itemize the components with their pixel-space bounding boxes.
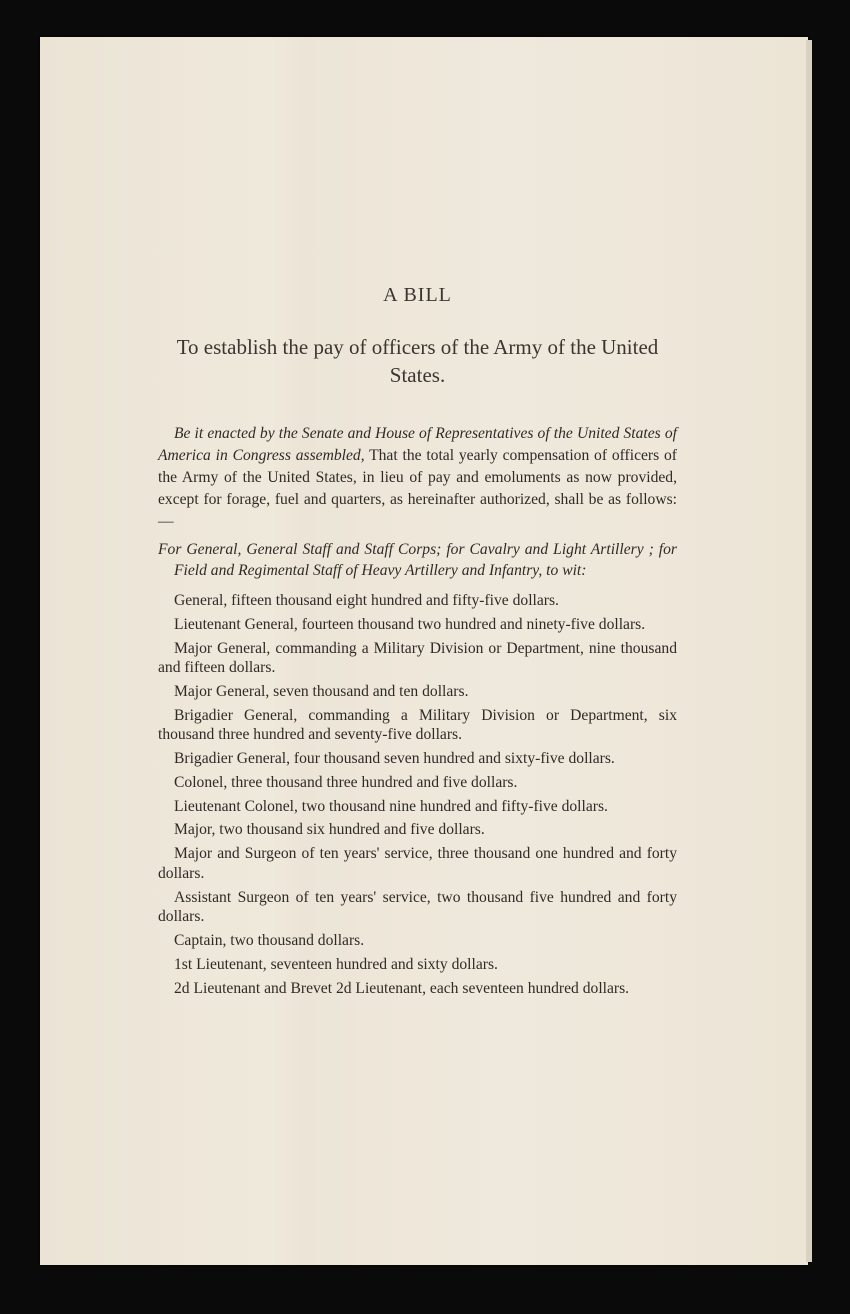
pay-item: General, fifteen thousand eight hundred and fifty-five dollars.: [174, 592, 559, 609]
pay-item: 2d Lieutenant and Brevet 2d Lieutenant, each seventeen hundred dollars.: [174, 979, 630, 997]
pay-item: Lieutenant General, fourteen thousand two hundred and ninety-five dollars.: [174, 615, 646, 633]
enacting-clause-italic: Be it enacted by the Senate and House of Representatives of the United States of America in Congress assembled: [158, 425, 677, 464]
pay-item: Major General, seven thousand and ten dollars.: [174, 682, 469, 700]
pay-item: Major and Surgeon of ten years' service, three thousand one hundred and forty dollars.: [158, 845, 677, 882]
pay-item: Assistant Surgeon of ten years' service, two thousand five hundred and forty dollars.: [158, 888, 677, 926]
document-title: A BILL: [383, 284, 452, 306]
pay-list: [158, 591, 677, 998]
paper-edge: [806, 40, 812, 1262]
pay-item: Major General, commanding a Military Division or Department, nine thousand and fifteen dollars.: [158, 639, 677, 677]
pay-item: Lieutenant Colonel, two thousand nine hundred and fifty-five dollars.: [174, 797, 608, 815]
enacting-clause: [158, 423, 677, 533]
enacting-clause-text: , That the total yearly compensation of officers of the Army of the United States, in lieu of pay and emoluments as now provided, except for forage, fuel and quarters, as hereinafter authorized, shall be as follows:—: [158, 447, 677, 530]
pay-item: Brigadier General, commanding a Military Division or Department, six thousand three hundred and seventy-five dollars.: [158, 706, 677, 744]
document-subtitle: To establish the pay of officers of the Army of the United States.: [176, 335, 659, 387]
pay-item: Captain, two thousand dollars.: [174, 931, 365, 949]
document-body: [158, 284, 677, 1002]
pay-item: Colonel, three thousand three hundred and five dollars.: [174, 773, 518, 791]
section-heading: For General, General Staff and Staff Corps; for Cavalry and Light Artillery ; for Field and Regimental Staff of Heavy Artillery and Infantry, to wit:: [158, 541, 677, 579]
pay-item: Brigadier General, four thousand seven hundred and sixty-five dollars.: [174, 750, 615, 768]
pay-item: 1st Lieutenant, seventeen hundred and sixty dollars.: [174, 955, 498, 973]
pay-item: Major, two thousand six hundred and five dollars.: [174, 821, 485, 839]
